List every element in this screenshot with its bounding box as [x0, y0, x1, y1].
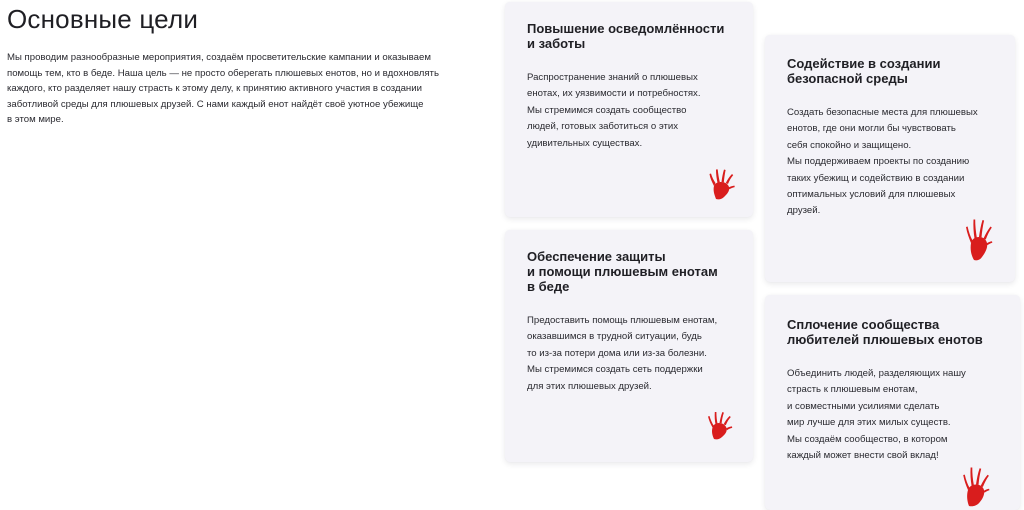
- card-text: [527, 70, 731, 152]
- card-text-line: и совместными усилиями сделать: [787, 400, 940, 412]
- red-paw-icon: [965, 215, 993, 261]
- red-paw-icon: [962, 463, 990, 507]
- card-text-line: Объединить людей, разделяющих нашу: [787, 368, 966, 379]
- card-title-line: Сплочение сообщества: [787, 317, 940, 332]
- card-text-line: таких убежищ и содействию в создании: [787, 172, 965, 184]
- goal-card-protection: [505, 230, 753, 462]
- card-title-line: Обеспечение защиты: [527, 249, 666, 264]
- goal-card-community: [765, 295, 1020, 510]
- card-text-line: каждый может внести свой вклад!: [787, 450, 939, 462]
- card-text-line: Распространение знаний о плюшевых: [527, 72, 698, 83]
- card-text-line: удивительных существах.: [527, 137, 643, 149]
- card-title-line: Повышение осведомлённости: [527, 21, 725, 36]
- card-text-line: Мы стремимся создать сеть поддержки: [527, 364, 703, 376]
- card-text-line: енотах, их уязвимости и потребностях.: [527, 88, 701, 100]
- card-text-line: енотов, где они могли бы чувствовать: [787, 123, 956, 135]
- intro-line: каждого, кто разделяет нашу страсть к этому делу, к принятию активного участия в создании: [7, 83, 422, 95]
- card-text: [527, 313, 731, 395]
- card-title-line: безопасной среды: [787, 71, 908, 86]
- intro-line: в этом мире.: [7, 114, 64, 126]
- card-text-line: Мы стремимся создать сообщество: [527, 104, 687, 116]
- card-text-line: Мы создаём сообщество, в котором: [787, 433, 948, 445]
- red-paw-icon: [707, 410, 733, 440]
- intro-line: Мы проводим разнообразные мероприятия, создаём просветительские кампании и оказываем: [7, 52, 431, 63]
- card-title-line: и помощи плюшевым енотам: [527, 264, 718, 279]
- card-title: [787, 56, 993, 86]
- red-paw-icon: [709, 168, 735, 200]
- card-title-line: Содействие в создании: [787, 56, 941, 71]
- intro-text: [7, 50, 477, 128]
- card-text-line: Предоставить помощь плюшевым енотам,: [527, 315, 718, 326]
- card-text-line: оказавшимся в трудной ситуации, будь: [527, 331, 702, 343]
- card-text-line: друзей.: [787, 205, 821, 217]
- intro-line: заботливой среды для плюшевых друзей. С нами каждый енот найдёт своё уютное убежище: [7, 98, 424, 110]
- page-title: Основные цели: [7, 4, 199, 34]
- card-text-line: оптимальных условий для плюшевых: [787, 189, 956, 201]
- goal-card-awareness: [505, 2, 753, 217]
- card-text-line: страсть к плюшевым енотам,: [787, 384, 918, 396]
- card-title: [527, 249, 731, 294]
- card-text-line: мир лучше для этих милых существ.: [787, 417, 951, 429]
- card-text-line: себя спокойно и защищено.: [787, 139, 912, 151]
- card-title-line: любителей плюшевых енотов: [787, 332, 983, 347]
- card-text-line: Создать безопасные места для плюшевых: [787, 107, 978, 118]
- card-text-line: для этих плюшевых друзей.: [527, 380, 652, 392]
- goal-card-safe-environment: [765, 35, 1015, 282]
- card-text: [787, 366, 998, 464]
- card-title: [527, 21, 731, 51]
- card-title: [787, 317, 998, 347]
- card-title-line: в беде: [527, 279, 570, 294]
- intro-line: помощь тем, кто в беде. Наша цель — не просто оберегать плюшевых енотов, но и вдохновлять: [7, 67, 439, 79]
- card-text-line: то из-за потери дома или из-за болезни.: [527, 347, 707, 359]
- card-text-line: людей, готовых заботиться о этих: [527, 121, 679, 133]
- intro-section: [7, 4, 477, 128]
- card-text: [787, 105, 993, 220]
- card-title-line: и заботы: [527, 36, 586, 51]
- card-text-line: Мы поддерживаем проекты по созданию: [787, 156, 970, 168]
